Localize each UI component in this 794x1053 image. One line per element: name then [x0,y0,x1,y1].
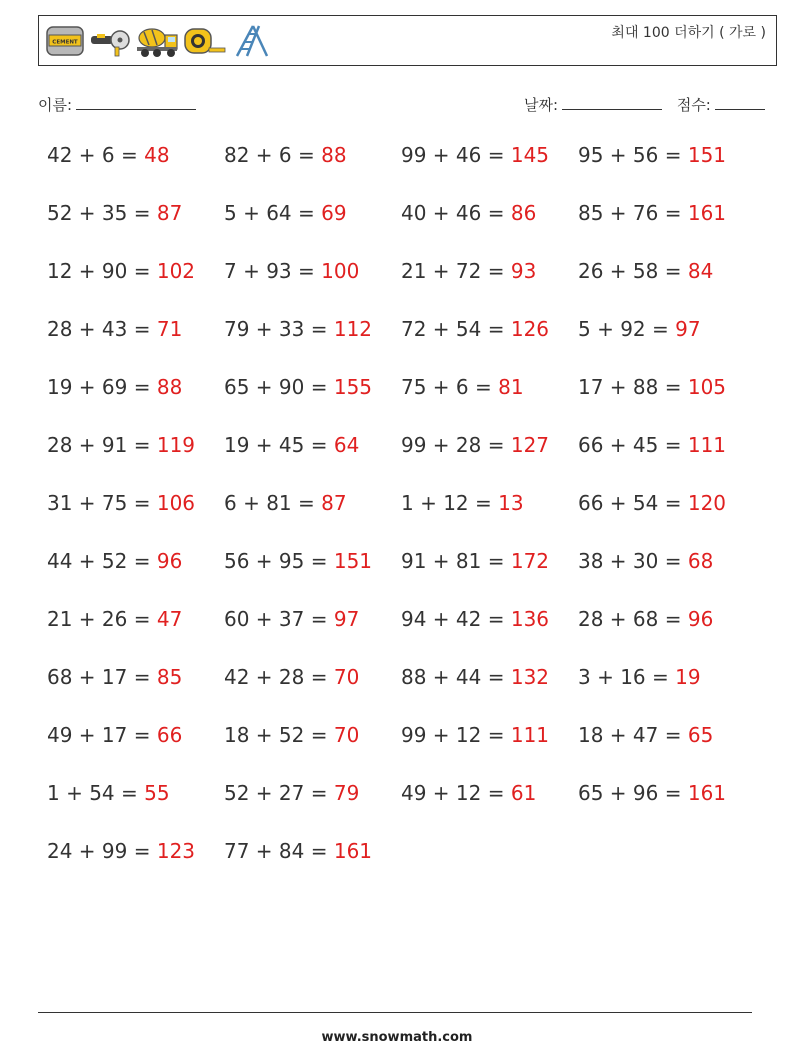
problem-answer: 55 [144,781,170,805]
problem-answer: 86 [510,201,537,225]
problem-question: 18 + 52 = [224,723,334,747]
problem-item [401,433,549,457]
footer-divider [38,1012,752,1013]
angle-grinder-icon [89,23,131,59]
problem-item [578,491,726,515]
problem-item [47,375,182,399]
problem-answer: 13 [498,491,524,515]
problem-answer: 172 [510,549,550,573]
problem-item [401,317,549,341]
problem-question: 28 + 43 = [47,317,157,341]
name-blank [76,95,196,110]
problem-question: 68 + 17 = [47,665,157,689]
problem-item [224,839,372,863]
problem-item [47,839,195,863]
problem-item [47,433,195,457]
cement-mixer-truck-icon [135,23,179,59]
problem-answer: 65 [687,723,714,747]
problem-answer: 79 [333,781,360,805]
problem-question: 28 + 91 = [47,433,157,457]
problem-question: 49 + 17 = [47,723,157,747]
problem-answer: 145 [510,143,550,167]
problem-item [401,143,549,167]
footer-url: www.snowmath.com [321,1030,473,1045]
problem-item [578,201,726,225]
problem-answer: 85 [156,665,183,689]
problem-item [401,259,536,283]
problem-item [224,665,359,689]
problem-item [401,781,536,805]
problem-answer: 48 [144,143,170,167]
problem-answer: 66 [156,723,183,747]
problem-question: 72 + 54 = [401,317,511,341]
problem-answer: 87 [156,201,183,225]
problem-answer: 19 [675,665,701,689]
problem-question: 1 + 12 = [401,491,499,515]
problem-item [224,375,372,399]
problem-item [47,781,170,805]
problem-item [401,723,549,747]
problem-item [224,607,359,631]
problem-item [578,665,701,689]
problem-answer: 119 [156,433,196,457]
problem-item [578,723,713,747]
problem-answer: 112 [333,317,373,341]
problem-answer: 81 [498,375,524,399]
problem-answer: 123 [156,839,196,863]
problem-item [401,607,549,631]
problem-item [47,143,170,167]
problem-question: 52 + 35 = [47,201,157,225]
problem-answer: 126 [510,317,550,341]
problem-question: 40 + 46 = [401,201,511,225]
problem-question: 56 + 95 = [224,549,334,573]
problem-answer: 84 [687,259,714,283]
problem-item [224,781,359,805]
problem-question: 52 + 27 = [224,781,334,805]
problem-item [47,665,182,689]
problem-answer: 69 [321,201,347,225]
problem-item [578,143,726,167]
problem-question: 7 + 93 = [224,259,322,283]
problem-answer: 161 [687,201,727,225]
problem-item [578,607,713,631]
problem-item [224,201,347,225]
problem-answer: 155 [333,375,373,399]
problem-item [578,433,726,457]
problem-item [401,549,549,573]
problem-answer: 106 [156,491,196,515]
problem-answer: 64 [333,433,360,457]
problem-answer: 136 [510,607,550,631]
problem-question: 18 + 47 = [578,723,688,747]
problem-item [47,317,182,341]
cement-bag-icon [45,23,85,59]
problem-question: 65 + 90 = [224,375,334,399]
problem-answer: 120 [687,491,727,515]
problem-item [401,375,524,399]
problem-item [224,723,359,747]
worksheet-header [38,15,777,66]
problem-answer: 97 [675,317,701,341]
problem-question: 3 + 16 = [578,665,676,689]
problem-question: 79 + 33 = [224,317,334,341]
problem-question: 5 + 64 = [224,201,322,225]
problem-item [47,607,182,631]
problem-question: 38 + 30 = [578,549,688,573]
problem-answer: 68 [687,549,714,573]
problem-question: 75 + 6 = [401,375,499,399]
problem-answer: 70 [333,665,360,689]
problem-answer: 161 [687,781,727,805]
score-blank [715,95,765,110]
problem-item [401,201,536,225]
problem-question: 88 + 44 = [401,665,511,689]
problem-answer: 70 [333,723,360,747]
problem-item [578,259,713,283]
problem-item [224,491,347,515]
problem-question: 17 + 88 = [578,375,688,399]
problem-question: 5 + 92 = [578,317,676,341]
problem-answer: 102 [156,259,196,283]
problem-answer: 151 [687,143,727,167]
problem-question: 77 + 84 = [224,839,334,863]
name-label: 이름: [38,96,73,114]
problem-answer: 161 [333,839,373,863]
ladder-icon [231,23,271,59]
worksheet-title: 최대 100 더하기 ( 가로 ) [611,25,766,41]
problem-question: 31 + 75 = [47,491,157,515]
problem-answer: 47 [156,607,183,631]
date-score-fields [524,94,775,115]
problem-item [47,491,195,515]
problem-item [47,201,182,225]
problem-question: 26 + 58 = [578,259,688,283]
problem-answer: 96 [156,549,183,573]
header-icons [45,22,271,60]
problem-answer: 93 [510,259,537,283]
problem-answer: 61 [510,781,537,805]
problem-question: 82 + 6 = [224,143,322,167]
problem-item [224,259,359,283]
problem-question: 49 + 12 = [401,781,511,805]
problem-item [224,549,372,573]
problem-question: 21 + 72 = [401,259,511,283]
problem-answer: 71 [156,317,183,341]
problem-question: 19 + 69 = [47,375,157,399]
problem-item [224,143,347,167]
problem-question: 91 + 81 = [401,549,511,573]
problem-question: 42 + 28 = [224,665,334,689]
score-label: 점수: [676,96,711,114]
problem-question: 24 + 99 = [47,839,157,863]
problem-answer: 97 [333,607,360,631]
problem-item [47,259,195,283]
problem-question: 21 + 26 = [47,607,157,631]
problem-question: 12 + 90 = [47,259,157,283]
problem-question: 95 + 56 = [578,143,688,167]
problem-question: 99 + 28 = [401,433,511,457]
problem-question: 19 + 45 = [224,433,334,457]
problem-question: 42 + 6 = [47,143,145,167]
problem-item [401,491,524,515]
problem-item [578,781,726,805]
problem-question: 85 + 76 = [578,201,688,225]
problem-item [578,317,701,341]
problem-question: 65 + 96 = [578,781,688,805]
problem-question: 94 + 42 = [401,607,511,631]
cement-label: CEMENT [52,39,78,46]
problem-answer: 111 [510,723,550,747]
problem-question: 6 + 81 = [224,491,322,515]
problem-answer: 151 [333,549,373,573]
problem-question: 44 + 52 = [47,549,157,573]
problem-question: 99 + 12 = [401,723,511,747]
problem-item [47,549,182,573]
problem-item [47,723,182,747]
problem-question: 99 + 46 = [401,143,511,167]
problem-question: 60 + 37 = [224,607,334,631]
problem-item [224,433,359,457]
problem-item [578,549,713,573]
problem-answer: 96 [687,607,714,631]
tape-measure-icon [183,23,227,59]
problem-item [578,375,726,399]
problem-answer: 132 [510,665,550,689]
problem-question: 28 + 68 = [578,607,688,631]
problem-answer: 87 [321,491,347,515]
problem-question: 66 + 54 = [578,491,688,515]
problem-item [401,665,549,689]
problem-answer: 127 [510,433,550,457]
problem-answer: 88 [321,143,347,167]
date-blank [562,95,662,110]
problem-answer: 100 [321,259,360,283]
date-label: 날짜: [524,96,559,114]
problem-answer: 88 [156,375,183,399]
problem-question: 66 + 45 = [578,433,688,457]
name-field [38,94,196,115]
problem-answer: 105 [687,375,727,399]
problem-question: 1 + 54 = [47,781,145,805]
problem-item [224,317,372,341]
problem-answer: 111 [687,433,727,457]
